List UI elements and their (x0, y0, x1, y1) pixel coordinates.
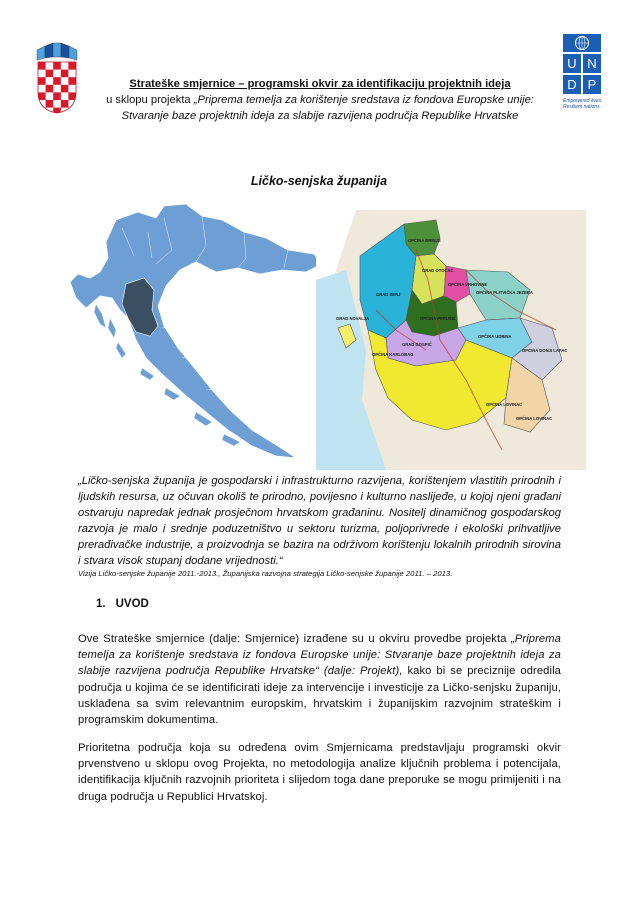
header-line-2-prefix: u sklopu projekta (106, 94, 194, 106)
map-label-senj: GRAD SENJ (376, 292, 401, 297)
undp-letter-u: U (567, 56, 577, 71)
paragraph-priorities: Prioritetna područja koja su određena ovim Smjernicama predstavljaju programski okvir prvenstveno u sklopu ovog Projekta, no metodologija analize ključnih problema i potencijala, identifikacija ključnih razvojnih prioriteta i slijedom toga dane preporuke se mogu primijeniti i na druga područja u Republici Hrvatskoj. (78, 742, 561, 803)
undp-logo (563, 34, 601, 128)
undp-letter-p: P (587, 77, 597, 92)
undp-tagline-line-1: Empowered lives. (563, 98, 603, 104)
page-title: Ličko-senjska županija (250, 174, 388, 188)
undp-letter-d: D (567, 77, 577, 92)
undp-letter-n: N (587, 56, 597, 71)
header-line-2-project-name: „Priprema temelja za korištenje sredstava iz fondova Europske unije: (193, 94, 534, 106)
section-title: UVOD (115, 598, 149, 610)
map-label-brinje: OPĆINA BRINJE (408, 238, 441, 243)
map-label-gospic: GRAD GOSPIĆ (402, 342, 432, 347)
map-label-lovinac-east: OPĆINA LOVINAC (486, 402, 523, 407)
undp-tagline-line-2: Resilient nations. (563, 104, 602, 110)
map-label-karlobag: OPĆINA KARLOBAG (372, 352, 414, 357)
county-municipality-map (316, 210, 586, 470)
paragraph-intro-part-a: Ove Strateške smjernice (dalje: Smjernice) izrađene su u okviru provedbe projekta (78, 633, 511, 645)
vision-quote-source: Vizija Ličko-senjske županije 2011.-2013., Županijska razvojna strategija Ličko-senjske županije 2011. – 2013. (78, 569, 453, 578)
map-label-plitvicka-jezera: OPĆINA PLITVIČKA JEZERA (476, 290, 533, 295)
croatia-locator-map (56, 198, 326, 460)
map-label-donji-lapac: OPĆINA DONJI LAPAC (522, 348, 568, 353)
map-label-lovinac: OPĆINA LOVINAC (516, 416, 553, 421)
map-label-perusic: OPĆINA PERUŠIĆ (420, 316, 456, 321)
map-label-novalja: GRAD NOVALJA (336, 316, 370, 321)
header-line-1: Strateške smjernice – programski okvir za identifikaciju projektnih ideja (129, 78, 511, 90)
map-label-udbina: OPĆINA UDBINA (478, 334, 512, 339)
header-line-2 (80, 92, 560, 108)
map-label-otocac: GRAD OTOČAC (422, 268, 454, 273)
section-number: 1. (96, 598, 106, 610)
map-label-vrhovine: OPĆINA VRHOVINE (448, 282, 488, 287)
municipality-otocac (412, 254, 446, 304)
vision-quote: „Ličko-senjska županija je gospodarski i infrastrukturno razvijena, korištenjem vlastitih prirodnih i ljudskih resursa, uz očuvan okoliš te prirodno, povijesno i kulturno naslijeđe, u kojoj njeni građani ostvaruju napredak jednak prosječnom hrvatskom građaninu. Nositelj dinamičnog gospodarskog razvoja je malo i srednje poduzetništvo u sektoru turizma, poljoprivrede i ekološki prihvatljive prerađivačke industrije, a proizvodnja se bazira na održivom korištenju lokalnih prirodnih sirovina i stvara visok stupanj dodane vrijednosti.“ (78, 475, 561, 567)
undp-tagline (563, 98, 613, 110)
section-heading (96, 598, 149, 610)
paragraph-intro-part-c: kako bi se preciznije odredila područja u kojima će se identificirati ideje za intervencije i investicije za Ličko-senjsku županiju, usklađena sa svim relevantnim europskim, hrvatskim i županijskim razvojnim strateškim i programskim dokumentima. (78, 665, 561, 727)
croatia-coat-of-arms-logo (34, 40, 80, 114)
paragraph-intro-project-title: „Priprema temelja za korištenje sredstava iz fondova Europske unije: Stvaranje baze projektnih ideja za slabije razvijena područja Republike Hrvatske“ (dalje: Projekt), (78, 633, 561, 678)
croatia-shape (70, 204, 322, 458)
header-line-3: Stvaranje baze projektnih ideja za slabije razvijena područja Republike Hrvatske (121, 110, 519, 122)
paragraph-intro (78, 631, 561, 728)
